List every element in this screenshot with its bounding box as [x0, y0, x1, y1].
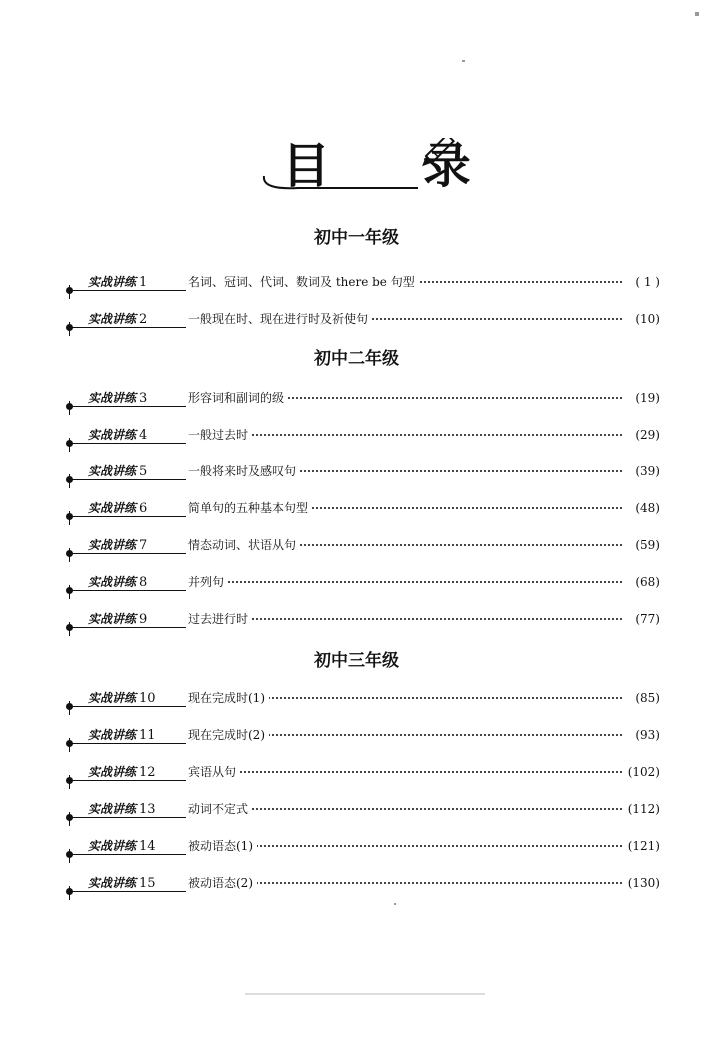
lesson-number: 13 — [139, 802, 156, 817]
entry-page-number: (85) — [631, 689, 660, 707]
entry-title: 现在完成时(2) — [188, 726, 269, 744]
grade-heading-3: 初中三年级 — [314, 651, 399, 671]
entry-page-number: ( 1 ) — [631, 273, 660, 291]
toc-entry[interactable] — [60, 610, 660, 636]
entry-page-number: (93) — [631, 726, 660, 744]
entry-title: 名词、冠词、代词、数词及 there be 句型 — [188, 273, 419, 291]
scan-speck — [695, 12, 699, 16]
entry-page-number: (10) — [631, 310, 660, 328]
grade-heading-2: 初中二年级 — [314, 349, 399, 369]
lesson-number: 9 — [139, 612, 148, 627]
entry-page-number: (59) — [631, 536, 660, 554]
toc-entry[interactable] — [60, 462, 660, 488]
lesson-label: 实战讲练 7 — [88, 538, 148, 553]
toc-entry[interactable] — [60, 389, 660, 415]
scan-speck — [394, 903, 396, 905]
toc-entry[interactable] — [60, 310, 660, 336]
lesson-label: 实战讲练 12 — [88, 765, 156, 780]
toc-entry[interactable] — [60, 499, 660, 525]
lesson-label: 实战讲练 10 — [88, 691, 156, 706]
entry-title: 现在完成时(1) — [188, 689, 269, 707]
lesson-label: 实战讲练 1 — [88, 275, 148, 290]
entry-page-number: (112) — [624, 800, 660, 818]
lesson-label: 实战讲练 14 — [88, 839, 156, 854]
toc-entry[interactable] — [60, 800, 660, 826]
lesson-label: 实战讲练 5 — [88, 464, 148, 479]
bullet-dot-icon — [66, 587, 73, 594]
lesson-label: 实战讲练 6 — [88, 501, 148, 516]
entry-page-number: (19) — [631, 389, 660, 407]
bullet-dot-icon — [66, 403, 73, 410]
entry-title: 简单句的五种基本句型 — [188, 499, 312, 517]
toc-entry[interactable] — [60, 273, 660, 299]
entry-title: 被动语态(2) — [188, 874, 257, 892]
toc-entry[interactable] — [60, 837, 660, 863]
lesson-number: 11 — [139, 728, 156, 743]
lesson-label: 实战讲练 13 — [88, 802, 156, 817]
bullet-dot-icon — [66, 888, 73, 895]
grade-heading-1: 初中一年级 — [314, 228, 399, 248]
toc-entry[interactable] — [60, 426, 660, 452]
bullet-dot-icon — [66, 513, 73, 520]
lesson-label: 实战讲练 15 — [88, 876, 156, 891]
toc-entry[interactable] — [60, 536, 660, 562]
entry-title: 被动语态(1) — [188, 837, 257, 855]
scan-speck — [462, 60, 465, 62]
bullet-dot-icon — [66, 740, 73, 747]
lesson-number: 1 — [139, 275, 148, 290]
page-title: 目 录 — [282, 138, 509, 194]
lesson-number: 14 — [139, 839, 156, 854]
entry-page-number: (77) — [631, 610, 660, 628]
entry-page-number: (48) — [631, 499, 660, 517]
entry-title: 过去进行时 — [188, 610, 252, 628]
entry-page-number: (121) — [624, 837, 660, 855]
bullet-dot-icon — [66, 624, 73, 631]
toc-entry[interactable] — [60, 874, 660, 900]
lesson-label: 实战讲练 4 — [88, 428, 148, 443]
lesson-number: 3 — [139, 391, 148, 406]
bullet-dot-icon — [66, 287, 73, 294]
entry-title: 并列句 — [188, 573, 228, 591]
bullet-dot-icon — [66, 703, 73, 710]
toc-entry[interactable] — [60, 726, 660, 752]
bullet-dot-icon — [66, 324, 73, 331]
entry-title: 情态动词、状语从句 — [188, 536, 300, 554]
bullet-dot-icon — [66, 440, 73, 447]
leader-dots — [188, 771, 622, 773]
lesson-label: 实战讲练 11 — [88, 728, 156, 743]
bullet-dot-icon — [66, 476, 73, 483]
lesson-number: 4 — [139, 428, 148, 443]
lesson-label: 实战讲练 2 — [88, 312, 148, 327]
lesson-number: 2 — [139, 312, 148, 327]
entry-page-number: (130) — [624, 874, 660, 892]
bullet-dot-icon — [66, 851, 73, 858]
entry-page-number: (68) — [631, 573, 660, 591]
entry-title: 形容词和副词的级 — [188, 389, 288, 407]
entry-title: 宾语从句 — [188, 763, 240, 781]
scan-smudge — [245, 993, 485, 995]
leader-dots — [188, 434, 622, 436]
entry-page-number: (102) — [624, 763, 660, 781]
toc-entry[interactable] — [60, 573, 660, 599]
entry-page-number: (39) — [631, 462, 660, 480]
entry-title: 一般现在时、现在进行时及祈使句 — [188, 310, 372, 328]
toc-entry[interactable] — [60, 763, 660, 789]
lesson-number: 6 — [139, 501, 148, 516]
leader-dots — [188, 581, 622, 583]
bullet-dot-icon — [66, 814, 73, 821]
entry-page-number: (29) — [631, 426, 660, 444]
lesson-number: 12 — [139, 765, 156, 780]
entry-title: 一般过去时 — [188, 426, 252, 444]
entry-title: 一般将来时及感叹句 — [188, 462, 300, 480]
bullet-dot-icon — [66, 777, 73, 784]
toc-entry[interactable] — [60, 689, 660, 715]
leader-dots — [188, 618, 622, 620]
lesson-label: 实战讲练 8 — [88, 575, 148, 590]
lesson-number: 8 — [139, 575, 148, 590]
entry-title: 动词不定式 — [188, 800, 252, 818]
leader-dots — [188, 808, 622, 810]
lesson-label: 实战讲练 9 — [88, 612, 148, 627]
lesson-number: 7 — [139, 538, 148, 553]
lesson-label: 实战讲练 3 — [88, 391, 148, 406]
lesson-number: 10 — [139, 691, 156, 706]
bullet-dot-icon — [66, 550, 73, 557]
title-block — [0, 138, 713, 208]
lesson-number: 5 — [139, 464, 148, 479]
lesson-number: 15 — [139, 876, 156, 891]
